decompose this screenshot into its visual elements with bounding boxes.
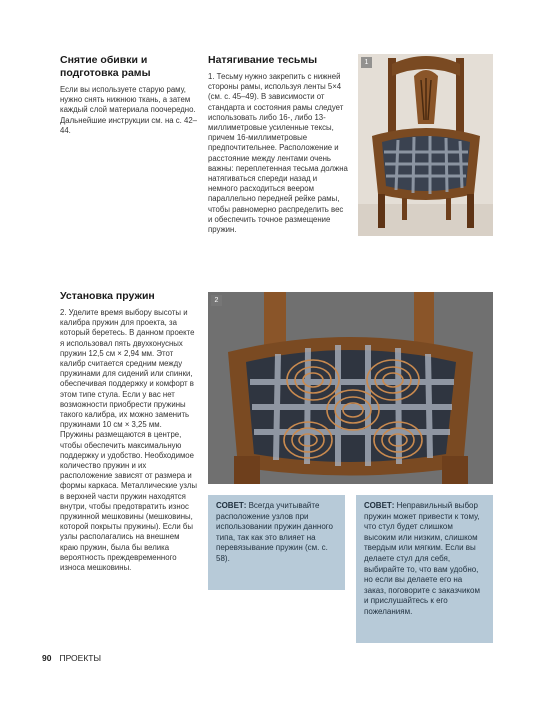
tip-text: Всегда учитывайте расположение узлов при использовании пружин данного типа, так как это влияет на перевязывание пружин (см. с. 58).	[216, 501, 333, 563]
section-springs	[60, 290, 198, 573]
section-text: Если вы используете старую раму, нужно снять нижнюю ткань, а затем каждый слой материала поочередно. Дальнейшие инструкции см. на с. 42–44.	[60, 85, 198, 135]
tip-box-knots	[208, 495, 345, 590]
chair-illustration	[358, 54, 493, 236]
section-text: Пружины размещаются в центре, чтобы обеспечить максимальную поддержку и удобство. Необходимое количество пружин и их расположение зависят от размера и формы каркаса. Металлические узлы в верхней части пружин находятся внутри, чтобы предотвратить износ пружинной мешковины (мешковины, которой покрыты пружины). Если бы узлы располагались на внешнем краю пружин, была бы велика вероятность преждевременного износа мешковины.	[60, 430, 197, 573]
tip-label: СОВЕТ:	[216, 501, 247, 510]
photo-chair-webbing	[358, 54, 493, 236]
tip-box-spring-choice	[356, 495, 493, 643]
section-title: Натягивание тесьмы	[208, 54, 318, 66]
photo-number-badge: 1	[361, 57, 372, 68]
photo-springs-placement	[208, 292, 493, 484]
tip-text: Неправильный выбор пружин может привести к тому, что стул будет слишком высоким или низким, слишком твердым или мягким. Если вы делаете стул для себя, выбирайте то, что вам удобно, но если вы делаете его на заказ, поговорите с заказчиком и прислушайтесь к его пожеланиям.	[364, 501, 480, 616]
tip-label: СОВЕТ:	[364, 501, 395, 510]
footer-section: ПРОЕКТЫ	[59, 653, 102, 663]
section-title: Установка пружин	[60, 290, 155, 302]
page-number: 90	[42, 653, 52, 663]
section-webbing	[208, 54, 348, 235]
section-text: 1. Тесьму нужно закрепить с нижней стороны рамы, используя ленты 5×4 (см. с. 45–49). В зависимости от стандарта и состояния рамы следует использовать либо 16-, либо 13-миллиметровые усиленные тексы, причем 16-миллиметровые предпочтительнее. Расположение и расстояние между лентами очень важны: переплетенная тесьма должна натягиваться спереди назад и немного расходиться веером параллельно передней рейке рамы, чтобы равномерно распределить вес и обеспечить точное размещение пружин.	[208, 72, 348, 235]
section-text: 2. Уделите время выбору высоты и калибра пружин для проекта, за который беретесь. В данном проекте я использовал пять двухконусных пружин 12,5 см × 2,94 мм. Этот калибр считается средним между пружинами для сидений или спинки, обеспечивая поддержку и комфорт в этом типе стула. Если у вас нет возможности приобрести пружины такого калибра, их можно заменить пружинами 10 см × 3,25 мм.	[60, 308, 195, 430]
page-footer	[42, 653, 101, 663]
springs-illustration	[208, 292, 493, 484]
section-title: Снятие обивки и подготовка рамы	[60, 54, 151, 79]
photo-number-badge: 2	[211, 295, 222, 306]
section-removal	[60, 54, 198, 136]
